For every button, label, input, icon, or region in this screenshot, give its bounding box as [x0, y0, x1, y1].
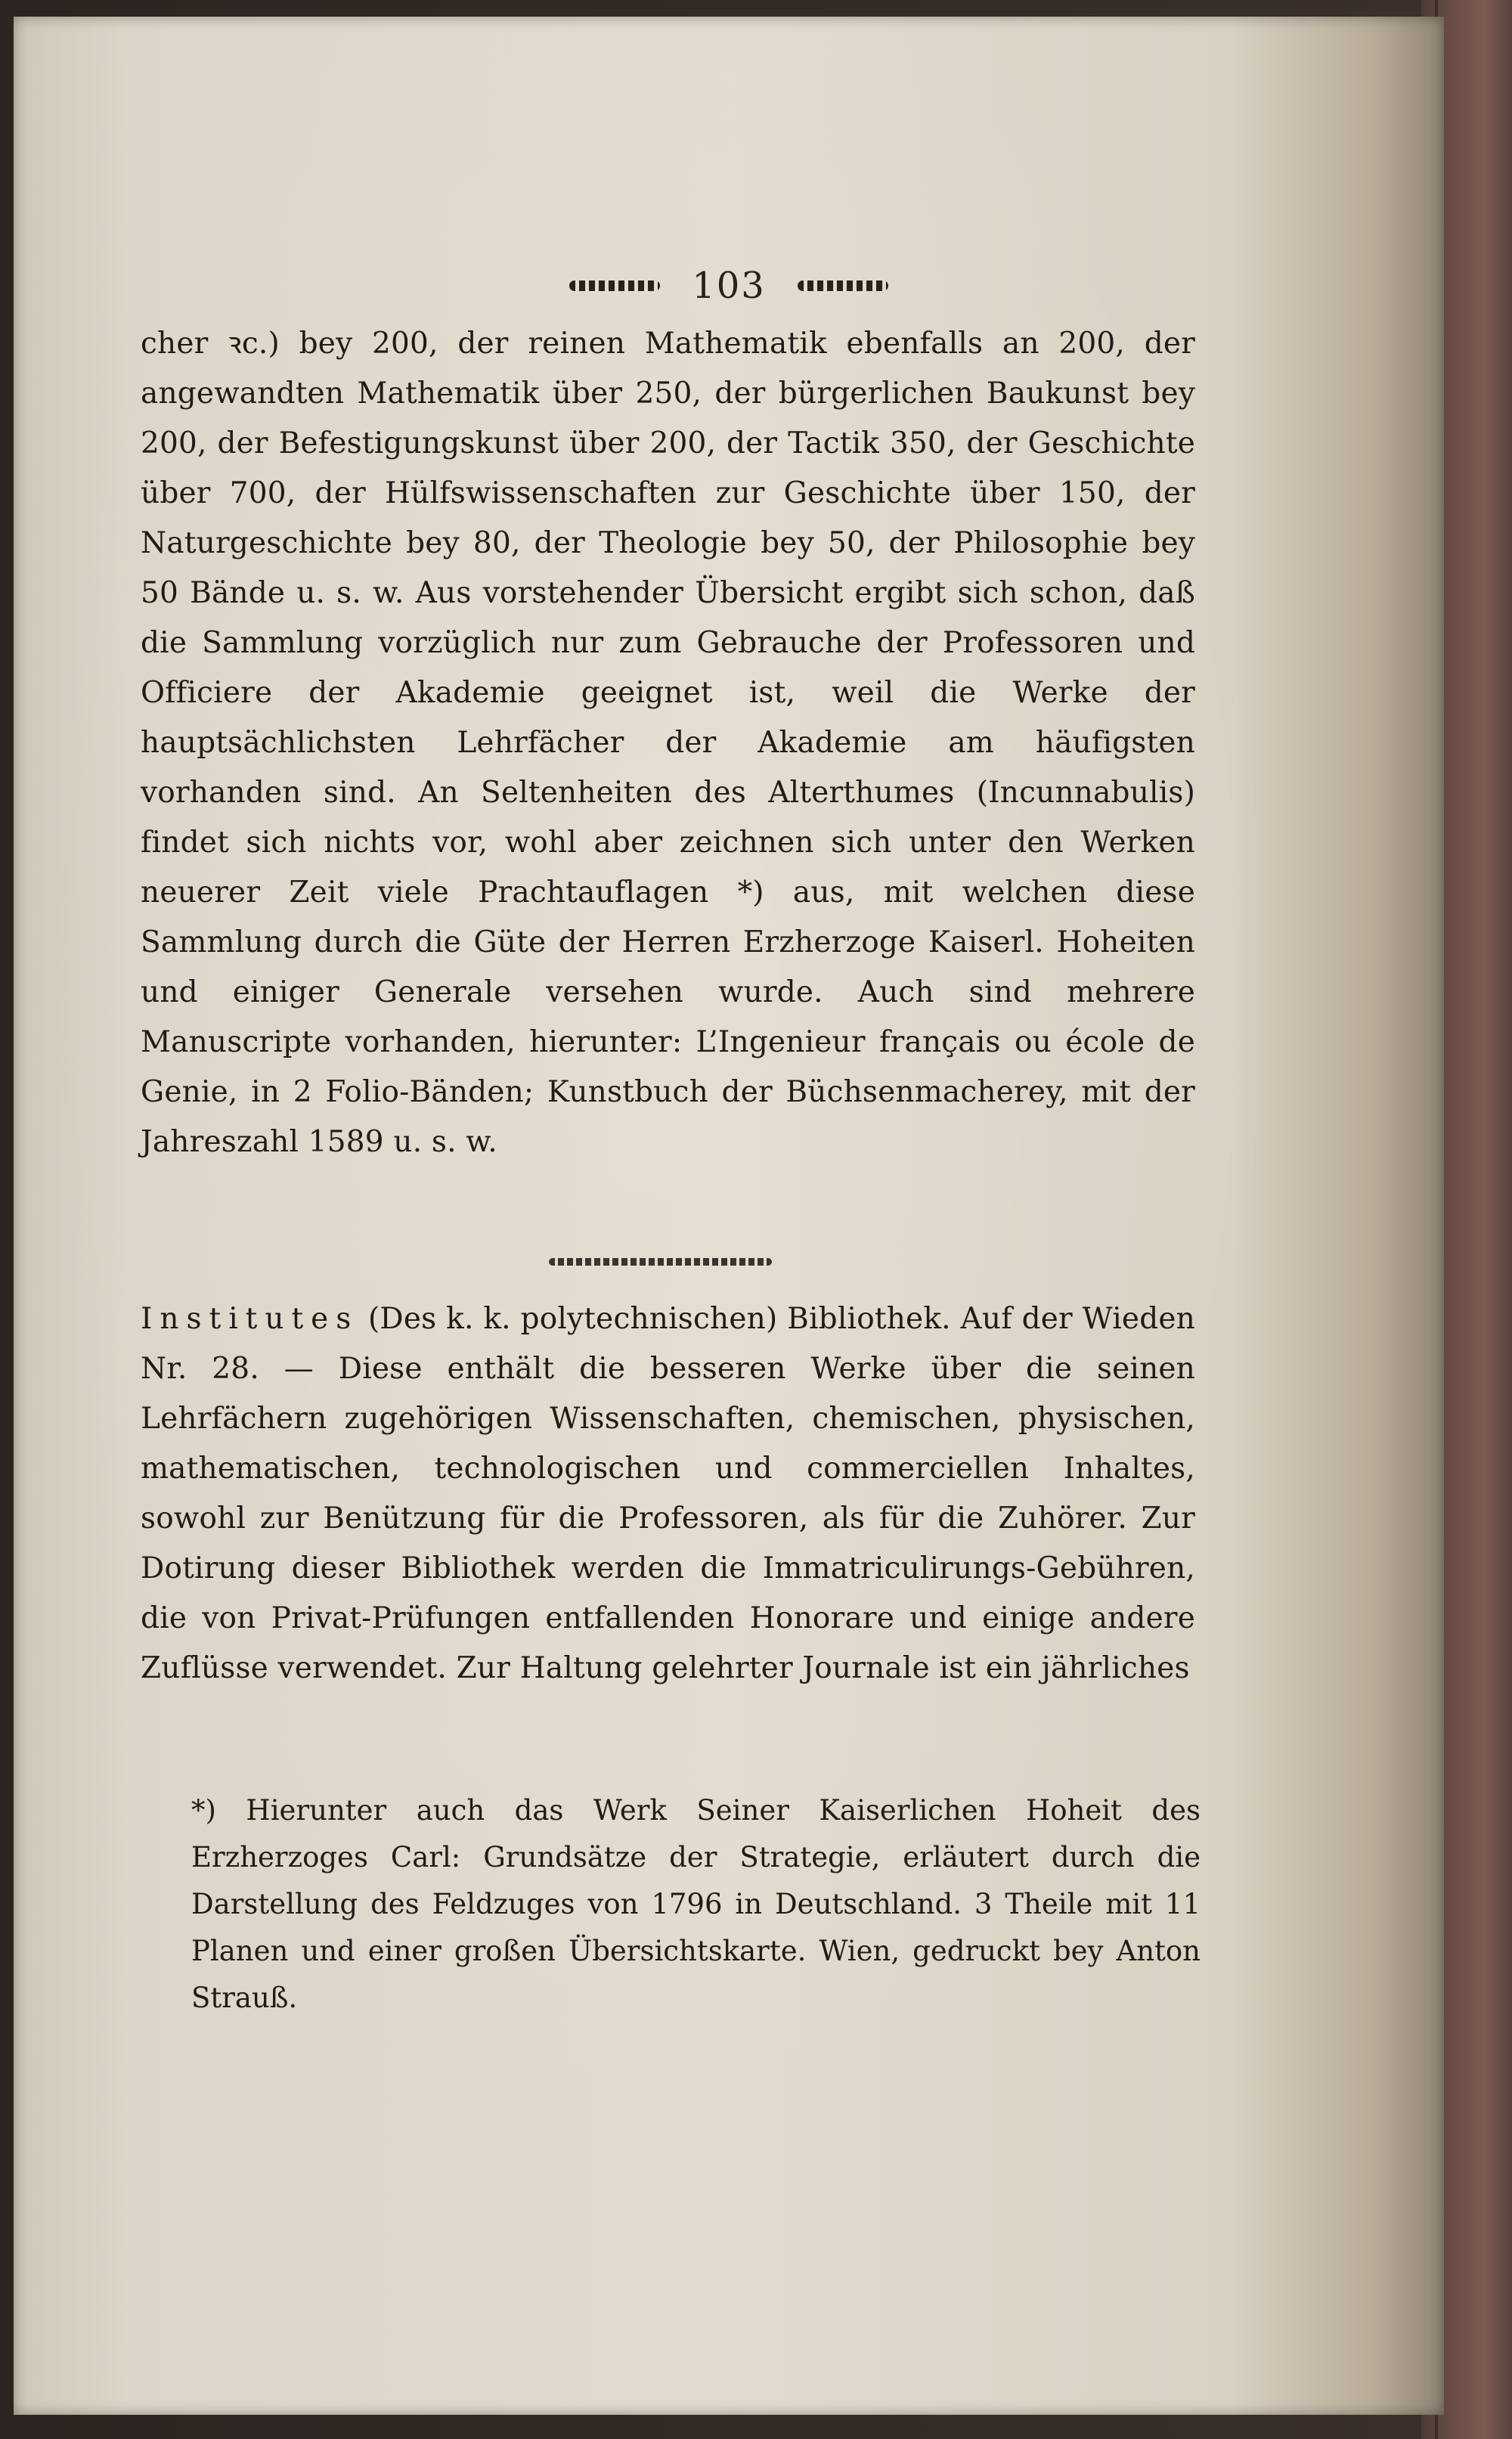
paragraph-2 [141, 1294, 1195, 1694]
book-page [14, 17, 1444, 2415]
footnote: *) Hierunter auch das Werk Seiner Kaiserlichen Hoheit des Erzherzoges Carl: Grundsätze der Strategie, erläutert durch die Darstellung des Feldzuges von 1796 in Deutschland. 3 Theile mit 11 Planen und einer großen Übersichtskarte. Wien, gedruckt bey Anton Strauß. [191, 1794, 1201, 2014]
paragraph-1: cher ꝛc.) bey 200, der reinen Mathematik ebenfalls an 200, der angewandten Mathematik über 250, der bürgerlichen Baukunst bey 200, der Befestigungskunst über 200, der Tactik 350, der Geschichte über 700, der Hülfswissenschaften zur Geschichte über 150, der Naturgeschichte bey 80, der Theologie bey 50, der Philosophie bey 50 Bände u. s. w. Aus vorstehender Übersicht ergibt sich schon, daß die Sammlung vorzüglich nur zum Gebrauche der Professoren und Officiere der Akademie geeignet ist, weil die Werke der hauptsächlichsten Lehrfächer der Akademie am häufigsten vorhanden sind. An Seltenheiten des Alterthumes (Incunnabulis) findet sich nichts vor, wohl aber zeichnen sich unter den Werken neuerer Zeit viele Prachtauflagen *) aus, mit welchen diese Sammlung durch die Güte der Herren Erzherzoge Kaiserl. Hoheiten und einiger Generale versehen wurde. Auch sind mehrere Manuscripte vorhanden, hierunter: L’Ingenieur français ou école de Genie, in 2 Folio-Bänden; Kunstbuch der Büchsenmacherey, mit der Jahreszahl 1589 u. s. w. [141, 327, 1195, 1159]
paragraph-2-body: (Des k. k. polytechnischen) Bibliothek. Auf der Wieden Nr. 28. — Diese enthält die besseren Werke über die seinen Lehrfächern zugehörigen Wissenschaften, chemischen, physischen, mathematischen, technologischen und commerciellen Inhaltes, sowohl zur Benützung für die Professoren, als für die Zuhörer. Zur Dotirung dieser Bibliothek werden die Immatriculirungs-Gebühren, die von Privat-Prüfungen entfallenden Honorare und einige andere Zuflüsse verwendet. Zur Haltung gelehrter Journale ist ein jährliches [141, 1302, 1195, 1685]
paragraph-2-heading: Institutes [141, 1302, 359, 1336]
header-ornament-right [798, 280, 888, 291]
page-header [14, 262, 1444, 307]
section-divider [549, 1258, 772, 1266]
header-ornament-left [569, 280, 660, 291]
page-number: 103 [692, 265, 766, 307]
